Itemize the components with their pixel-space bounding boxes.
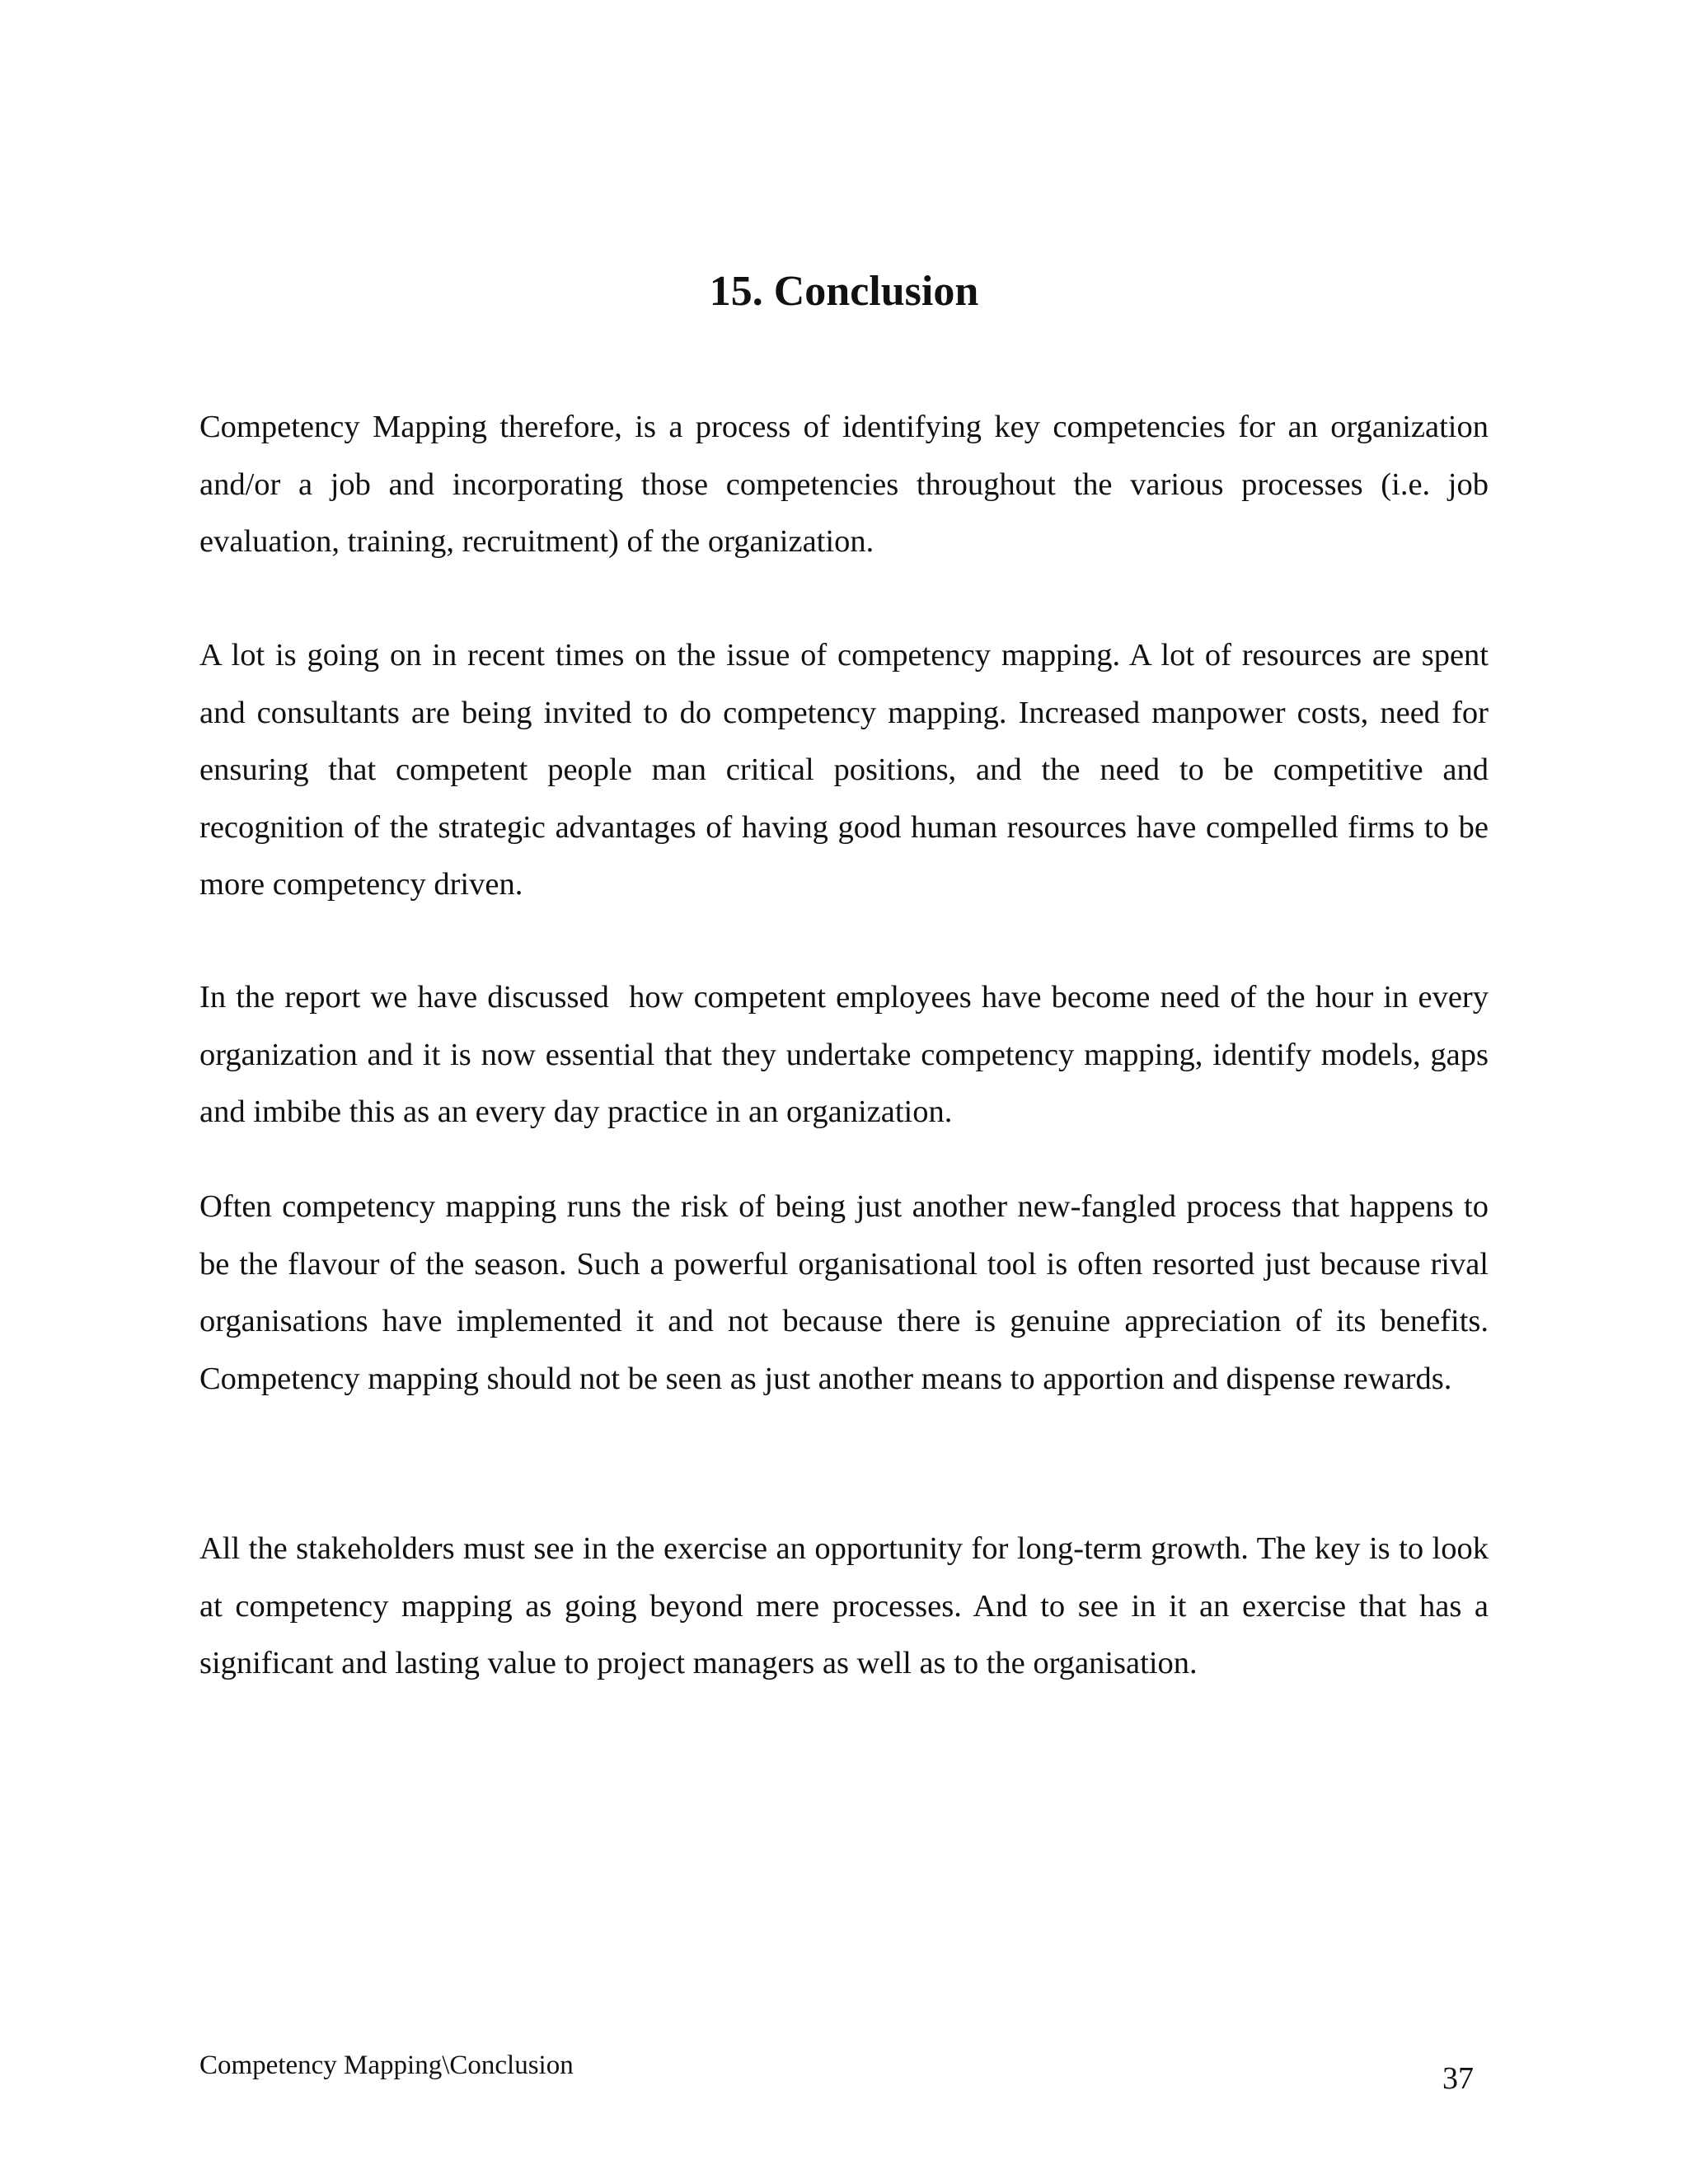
section-heading: 15. Conclusion [709,268,979,315]
paragraph-1: Competency Mapping therefore, is a process of identifying key competencies for an organization and/or a job and incorporating those competencies throughout the various processes (i.e. job evaluation, training, recruitment) of the organization. [199,410,1489,559]
paragraph-5: All the stakeholders must see in the exercise an opportunity for long-term growth. The key is to look at competency mapping as going beyond mere processes. And to see in it an exercise that has a significant and lasting value to project managers as well as to the organisation. [199,1531,1489,1680]
paragraph-2: A lot is going on in recent times on the issue of competency mapping. A lot of resources are spent and consultants are being invited to do competency mapping. Increased manpower costs, need for ensuring that competent people man critical positions, and the need to be competitive and recognition of the strategic advantages of having good human resources have compelled firms to be more competency driven. [199,638,1489,902]
paragraph-4: Often competency mapping runs the risk of being just another new-fangled process that happens to be the flavour of the season. Such a powerful organisational tool is often resorted just because rival organisations have implemented it and not because there is genuine appreciation of its benefits. Competency mapping should not be seen as just another means to apportion and dispense rewards. [199,1189,1489,1396]
paragraph-3: In the report we have discussed how competent employees have become need of the hour in every organization and it is now essential that they undertake competency mapping, identify models, gaps and imbibe this as an every day practice in an organization. [199,980,1497,1129]
footer-path: Competency Mapping\Conclusion [199,2050,574,2080]
page-number: 37 [1442,2061,1474,2096]
